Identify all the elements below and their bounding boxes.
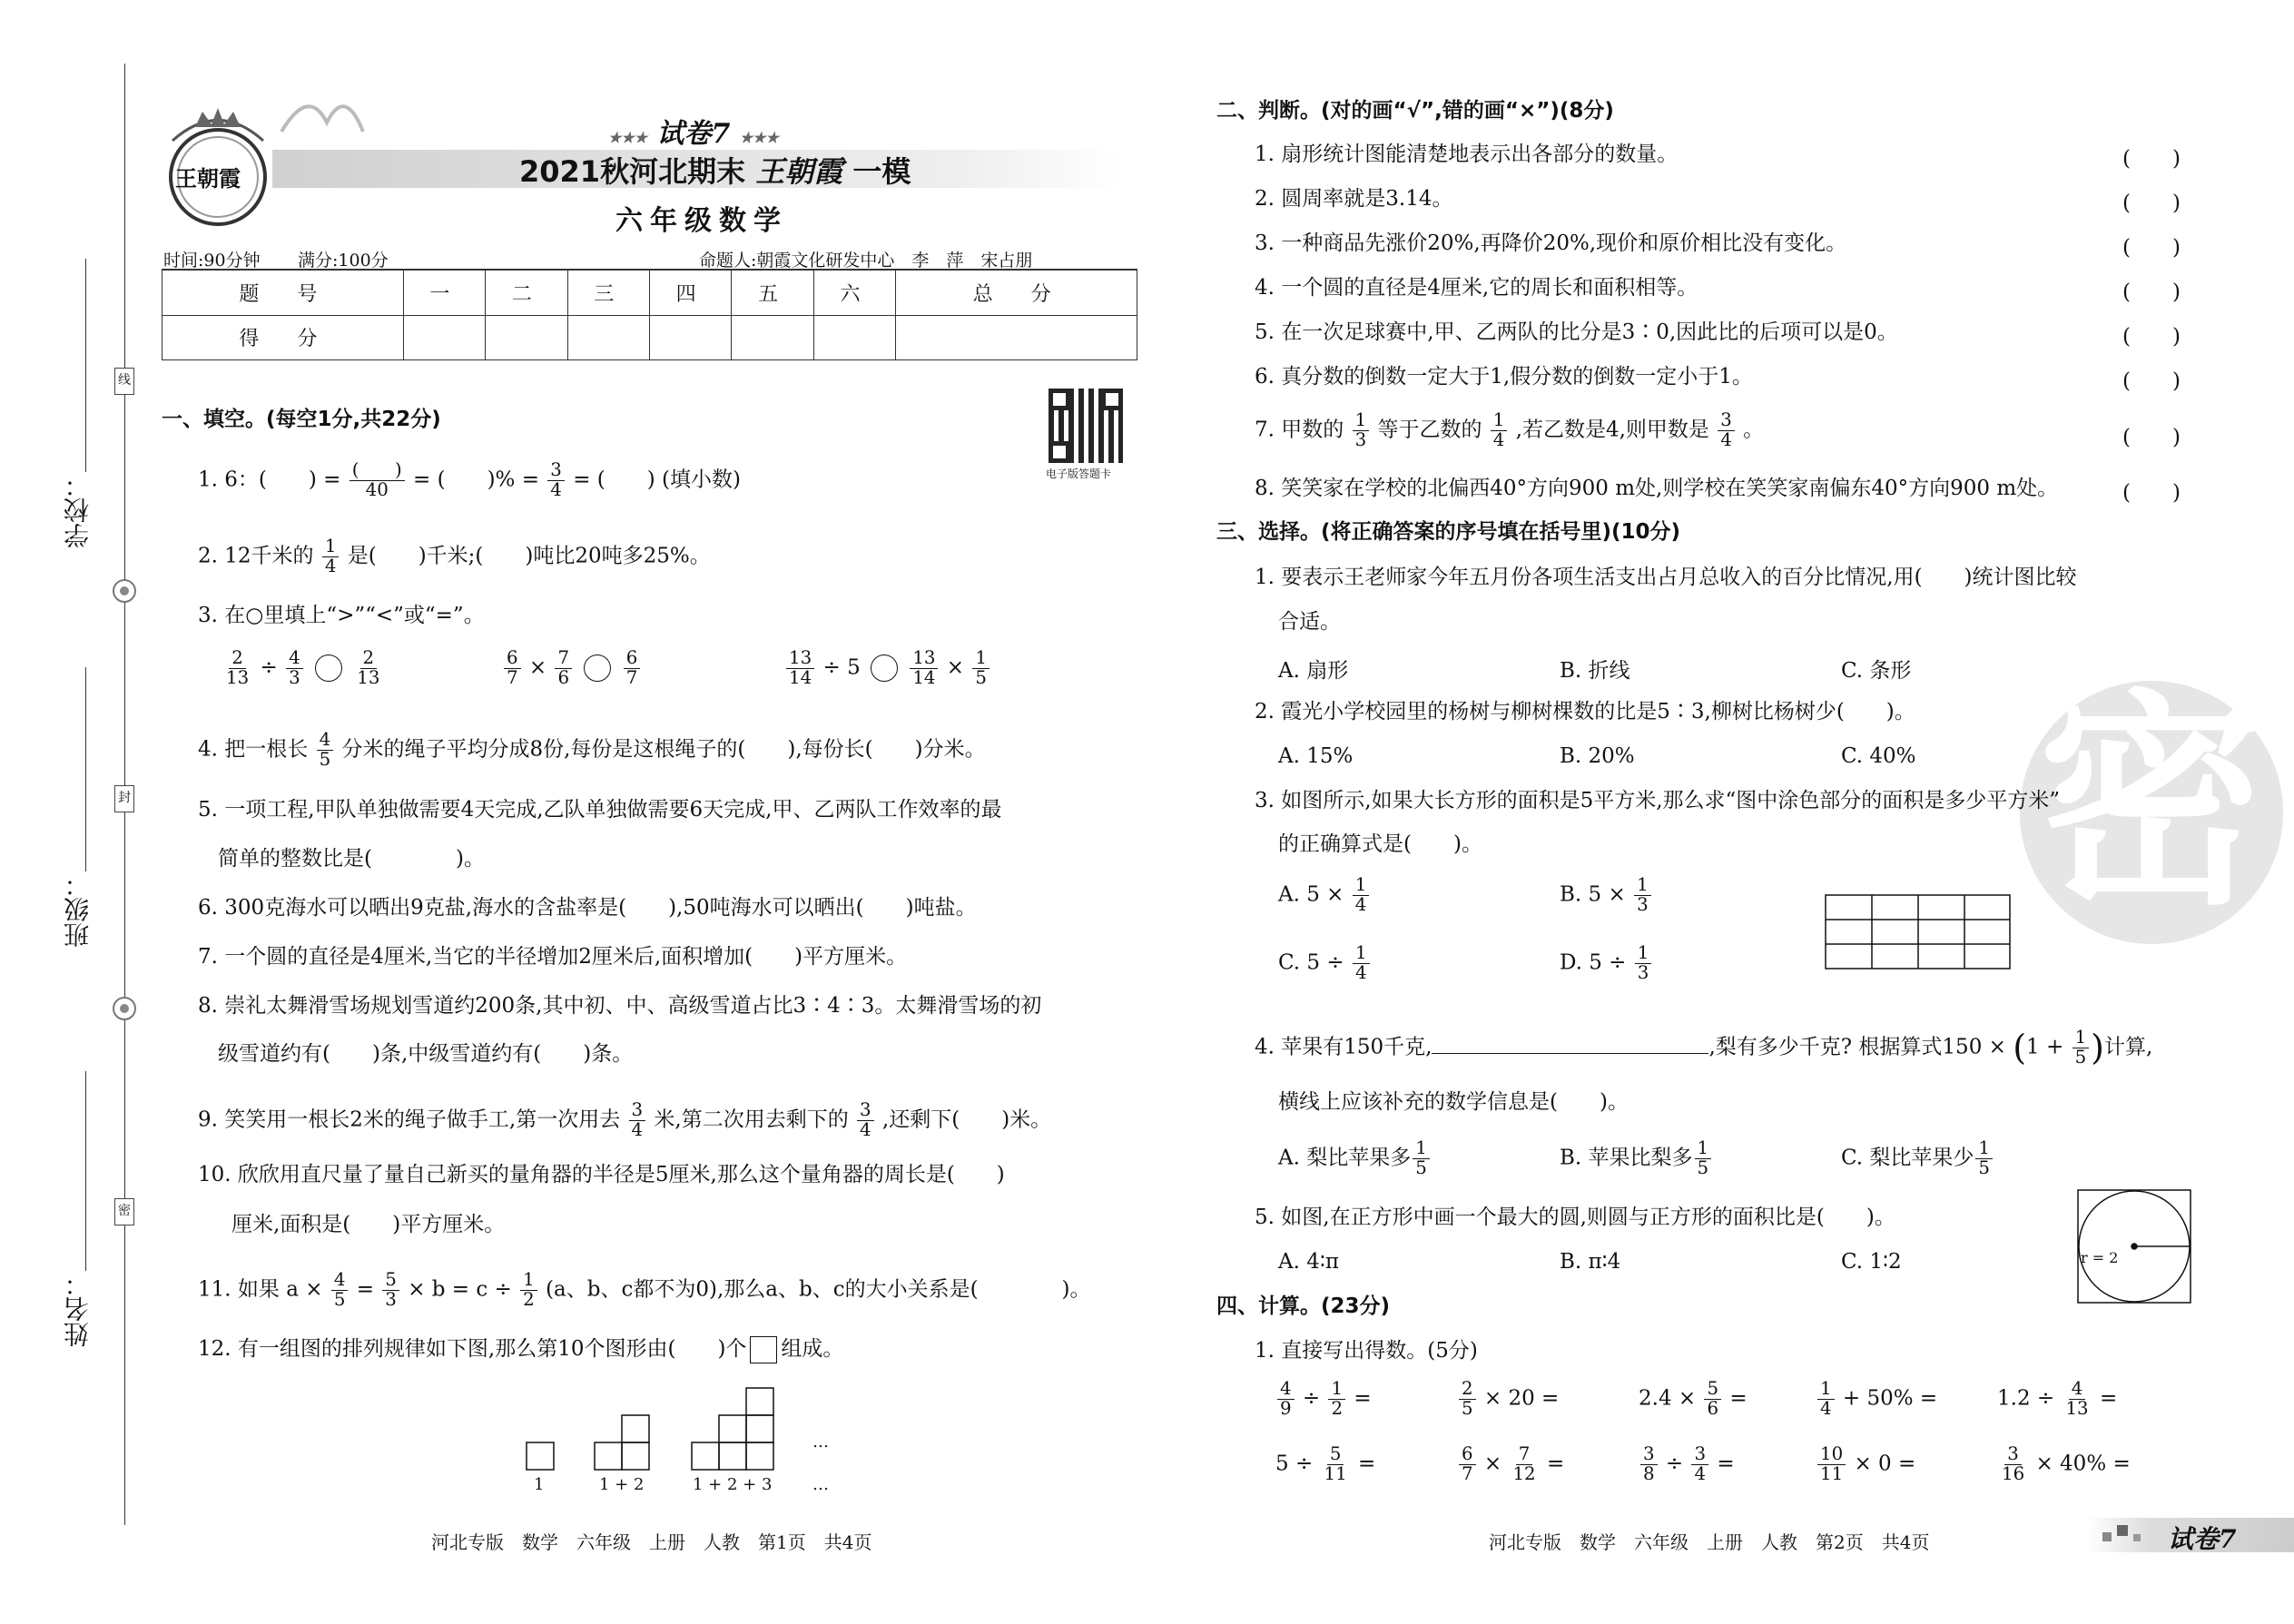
score-table-score-row [162, 315, 1137, 360]
judge-item-8: 8. 笑笑家在学校的北偏西40°方向900 m处,则学校在笑笑家南偏东40°方向900 m处。 [1255, 477, 2059, 500]
section-1-title: 一、填空。(每空1分,共22分) [162, 408, 441, 431]
section-3-title: 三、选择。(将正确答案的序号填在括号里)(10分) [1216, 520, 1681, 544]
seal-mark-feng: 封 [114, 785, 134, 812]
answer-line[interactable] [1432, 1034, 1708, 1054]
score-input[interactable] [403, 315, 485, 360]
figure-label: 1 + 2 + 3 [693, 1475, 773, 1494]
option[interactable]: A. 15% [1278, 744, 1354, 768]
exam-title [519, 149, 911, 191]
judge-item: 4. 一个圆的直径是4厘米,它的周长和面积相等。 [1255, 276, 1698, 300]
option[interactable]: C. 1∶2 [1841, 1250, 1902, 1274]
choice-3-cont: 的正确算式是( )。 [1278, 832, 1482, 856]
judge-item: 1. 扇形统计图能清楚地表示出各部分的数量。 [1255, 143, 1679, 166]
choice-1-cont: 合适。 [1278, 610, 1341, 634]
question-1-11: 11. 如果 a × $\frac{4}{5}$ = $\frac{5}{3}$ × b = c ÷ $\frac{1}{2}$ (a、b、c都不为0),那么a、b、c的大小关系是( )。 [198, 1269, 1091, 1310]
score-cell: 二 [486, 271, 567, 316]
score-table-header-row [162, 271, 1137, 316]
qr-caption: 电子版答题卡 [1046, 468, 1112, 480]
answer-paren[interactable]: ( ) [2122, 369, 2181, 393]
figure-ellipsis: … [812, 1432, 829, 1452]
score-cell: 一 [403, 271, 485, 316]
qr-code[interactable] [1049, 389, 1123, 463]
choice-4-cont: 横线上应该补充的数学信息是( )。 [1278, 1090, 1629, 1114]
score-input[interactable] [649, 315, 731, 360]
compare-circle[interactable] [315, 655, 342, 682]
score-input[interactable] [486, 315, 567, 360]
fraction: ( ) 40 [350, 461, 405, 500]
calc-item: $\frac{1}{4}$ + 50% = [1816, 1380, 1937, 1419]
exam-title-tail: 一模 [852, 154, 911, 189]
question-1-8a: 8. 崇礼太舞滑雪场规划雪道约200条,其中初、中、高级雪道占比3∶4∶3。太舞滑雪场的初 [198, 994, 1042, 1018]
binding-hole-icon [113, 997, 136, 1020]
question-1-10b: 厘米,面积是( )平方厘米。 [231, 1213, 506, 1236]
page-footer-left: 河北专版 数学 六年级 上册 人教 第1页 共4页 [431, 1531, 872, 1553]
binding-hole-icon [113, 579, 136, 603]
calc-title: 1. 直接写出得数。(5分) [1255, 1339, 1478, 1363]
exam-subtitle: 六年级数学 [615, 205, 788, 237]
answer-paren[interactable]: ( ) [2122, 281, 2181, 304]
calc-item: $\frac{10}{11}$ × 0 = [1816, 1445, 1915, 1484]
figure-label: 1 [534, 1475, 545, 1494]
option[interactable]: B. 20% [1560, 744, 1635, 768]
page-footer-right: 河北专版 数学 六年级 上册 人教 第2页 共4页 [1489, 1531, 1930, 1553]
judge-item: 5. 在一次足球赛中,甲、乙两队的比分是3∶0,因此比的后项可以是0。 [1255, 320, 1898, 344]
rectangle-grid-figure [1825, 894, 2011, 975]
page-tag-text: 试卷7 [2168, 1524, 2237, 1554]
judge-item-7: 7. 甲数的 $\frac{1}{3}$ 等于乙数的 $\frac{1}{4}$ ,若乙数是4,则甲数是 $\frac{3}{4}$ 。 [1255, 409, 1765, 450]
name-field[interactable] [85, 1071, 86, 1271]
square-icon [750, 1336, 777, 1363]
choice-2: 2. 霞光小学校园里的杨树与柳树棵数的比是5∶3,柳树比杨树少( )。 [1255, 700, 1915, 723]
figure-label: 1 + 2 [599, 1475, 645, 1494]
calc-item: $\frac{6}{7}$ × $\frac{7}{12}$ = [1457, 1445, 1564, 1484]
option[interactable]: B. 折线 [1560, 659, 1630, 683]
calc-item: 2.4 × $\frac{5}{6}$ = [1639, 1378, 1748, 1419]
option[interactable]: C. 40% [1841, 744, 1916, 768]
calc-item: $\frac{2}{5}$ × 20 = [1457, 1380, 1559, 1419]
score-cell: 题 号 [162, 271, 404, 316]
score-cell: 三 [567, 271, 649, 316]
answer-paren[interactable]: ( ) [2122, 192, 2181, 215]
judge-item: 2. 圆周率就是3.14。 [1255, 187, 1453, 211]
fraction: $\frac{3}{4}$ [547, 461, 565, 500]
radius-label: r = 2 [2081, 1249, 2119, 1266]
judge-item: 6. 真分数的倒数一定大于1,假分数的倒数一定小于1。 [1255, 365, 1753, 389]
school-field[interactable] [85, 259, 86, 472]
question-1-4: 4. 把一根长 $\frac{4}{5}$ 分米的绳子平均分成8份,每份是这根绳子的( ),每份长( )分米。 [198, 729, 986, 770]
option[interactable]: C. 5 ÷ $\frac{1}{4}$ [1278, 944, 1372, 983]
answer-paren[interactable]: ( ) [2122, 325, 2181, 349]
question-1-8b: 级雪道约有( )条,中级雪道约有( )条。 [218, 1042, 634, 1066]
option[interactable]: B. 苹果比梨多 $\frac{1}{5}$ [1560, 1139, 1713, 1178]
fraction: $\frac{1}{4}$ [322, 537, 340, 576]
exam-time: 时间:90分钟 [163, 251, 261, 271]
score-cell: 总 分 [896, 271, 1137, 316]
seal-mark-xian: 线 [114, 368, 134, 395]
exam-author: 命题人:朝霞文化研发中心 李 萍 宋占朋 [699, 251, 1033, 271]
compare-1: $\frac{2}{13}$ ÷ $\frac{4}{3}$ $\frac{2}{13}$ [226, 647, 380, 688]
score-input[interactable] [813, 315, 895, 360]
class-label: 班级： [63, 871, 93, 948]
choice-5: 5. 如图,在正方形中画一个最大的圆,则圆与正方形的面积比是( )。 [1255, 1206, 1895, 1229]
choice-4: 4. 苹果有150千克, ,梨有多少千克? 根据算式150 × (1 + $\frac{1}{5}$ )计算, [1255, 1027, 2153, 1068]
question-1-1: 1. 6：( ) = ( ) 40 = ( )% = $\frac{3}{4}$ = ( ) (填小数) [198, 459, 741, 500]
option[interactable]: A. 扇形 [1278, 659, 1349, 683]
score-table [162, 270, 1137, 360]
judge-item: 3. 一种商品先涨价20%,再降价20%,现价和原价相比没有变化。 [1255, 231, 1847, 255]
score-cell: 得 分 [162, 315, 404, 360]
question-1-7: 7. 一个圆的直径是4厘米,当它的半径增加2厘米后,面积增加( )平方厘米。 [198, 945, 908, 969]
compare-3: $\frac{13}{14}$ ÷ 5 $\frac{13}{14}$ × $\frac{1}{5}$ [784, 649, 991, 688]
option[interactable]: B. π∶4 [1560, 1250, 1621, 1274]
option[interactable]: A. 梨比苹果多 $\frac{1}{5}$ [1278, 1139, 1432, 1178]
calc-item: $\frac{3}{16}$ × 40% = [2002, 1443, 2131, 1484]
option[interactable]: A. 4∶π [1278, 1250, 1339, 1274]
answer-paren[interactable]: ( ) [2122, 236, 2181, 260]
figure-ellipsis: … [812, 1475, 829, 1494]
name-label: 姓名： [63, 1271, 93, 1347]
calc-item: 1.2 ÷ $\frac{4}{13}$ = [1997, 1378, 2118, 1419]
calc-item: $\frac{3}{8}$ ÷ $\frac{3}{4}$ = [1639, 1445, 1735, 1484]
section-4-title: 四、计算。(23分) [1216, 1294, 1391, 1318]
score-input[interactable] [732, 315, 813, 360]
compare-2: $\frac{6}{7}$ × $\frac{7}{6}$ $\frac{6}{7}$ [502, 649, 642, 688]
score-cell: 五 [732, 271, 813, 316]
score-input[interactable] [567, 315, 649, 360]
question-1-9: 9. 笑笑用一根长2米的绳子做手工,第一次用去 $\frac{3}{4}$ 米,第二次用去剩下的 $\frac{3}{4}$ ,还剩下( )米。 [198, 1099, 1052, 1140]
fraction: $\frac{4}{5}$ [317, 731, 334, 770]
brand-logo [159, 104, 277, 241]
series-label [608, 111, 779, 151]
compare-circle[interactable] [871, 655, 898, 682]
choice-1: 1. 要表示王老师家今年五月份各项生活支出占月总收入的百分比情况,用( )统计图比较 [1255, 566, 2077, 589]
question-1-3: 3. 在○里填上“>”“<”或“=”。 [198, 604, 485, 627]
question-1-12: 12. 有一组图的排列规律如下图,那么第10个图形由( )个 组成。 [198, 1336, 843, 1363]
option[interactable]: C. 条形 [1841, 659, 1912, 683]
circle-in-square-figure [2077, 1189, 2191, 1309]
page-tag [2088, 1518, 2294, 1552]
option[interactable]: B. 5 × $\frac{1}{3}$ [1560, 876, 1653, 915]
brand-name: 王朝霞 [175, 166, 241, 192]
question-1-5b: 简单的整数比是( )。 [218, 847, 485, 871]
score-cell: 四 [649, 271, 731, 316]
exam-full-score: 满分:100分 [298, 251, 389, 271]
question-1-6: 6. 300克海水可以晒出9克盐,海水的含盐率是( ),50吨海水可以晒出( )吨盐。 [198, 896, 977, 920]
seal-mark-mi: 密 [114, 1198, 134, 1225]
calc-item: 5 ÷ $\frac{5}{11}$ = [1275, 1443, 1376, 1484]
choice-3: 3. 如图所示,如果大长方形的面积是5平方米,那么求“图中涂色部分的面积是多少平方米” [1255, 789, 2061, 812]
ribbon-decoration [272, 95, 372, 150]
answer-paren[interactable]: ( ) [2122, 426, 2181, 449]
compare-circle[interactable] [584, 655, 611, 682]
question-1-5a: 5. 一项工程,甲队单独做需要4天完成,乙队单独做需要6天完成,甲、乙两队工作效率的最 [198, 798, 1002, 822]
staircase-figure [517, 1375, 844, 1475]
answer-paren[interactable]: ( ) [2122, 481, 2181, 505]
option[interactable]: A. 5 × $\frac{1}{4}$ [1278, 876, 1371, 915]
section-2-title: 二、判断。(对的画“√”,错的画“×”)(8分) [1216, 99, 1614, 123]
score-input[interactable] [896, 315, 1137, 360]
class-field[interactable] [85, 667, 86, 871]
stars: ★★★ [739, 129, 779, 146]
school-label: 学校： [63, 472, 93, 548]
exam-title-brand: 王朝霞 [755, 154, 843, 189]
calc-item: $\frac{4}{9}$ ÷ $\frac{1}{2}$ = [1275, 1380, 1372, 1419]
answer-paren[interactable]: ( ) [2122, 147, 2181, 171]
watermark-stamp: 密 [2020, 681, 2283, 944]
option[interactable]: C. 梨比苹果少 $\frac{1}{5}$ [1841, 1139, 1994, 1178]
score-cell: 六 [813, 271, 895, 316]
question-1-2: 2. 12千米的 $\frac{1}{4}$ 是( )千米;( )吨比20吨多25%。 [198, 536, 711, 576]
question-1-10a: 10. 欣欣用直尺量了量自己新买的量角器的半径是5厘米,那么这个量角器的周长是( ) [198, 1163, 1005, 1186]
series-text: 试卷7 [656, 118, 731, 150]
option[interactable]: D. 5 ÷ $\frac{1}{3}$ [1560, 944, 1653, 983]
exam-title-text: 2021秋河北期末 [519, 154, 746, 189]
stars: ★★★ [608, 129, 648, 146]
